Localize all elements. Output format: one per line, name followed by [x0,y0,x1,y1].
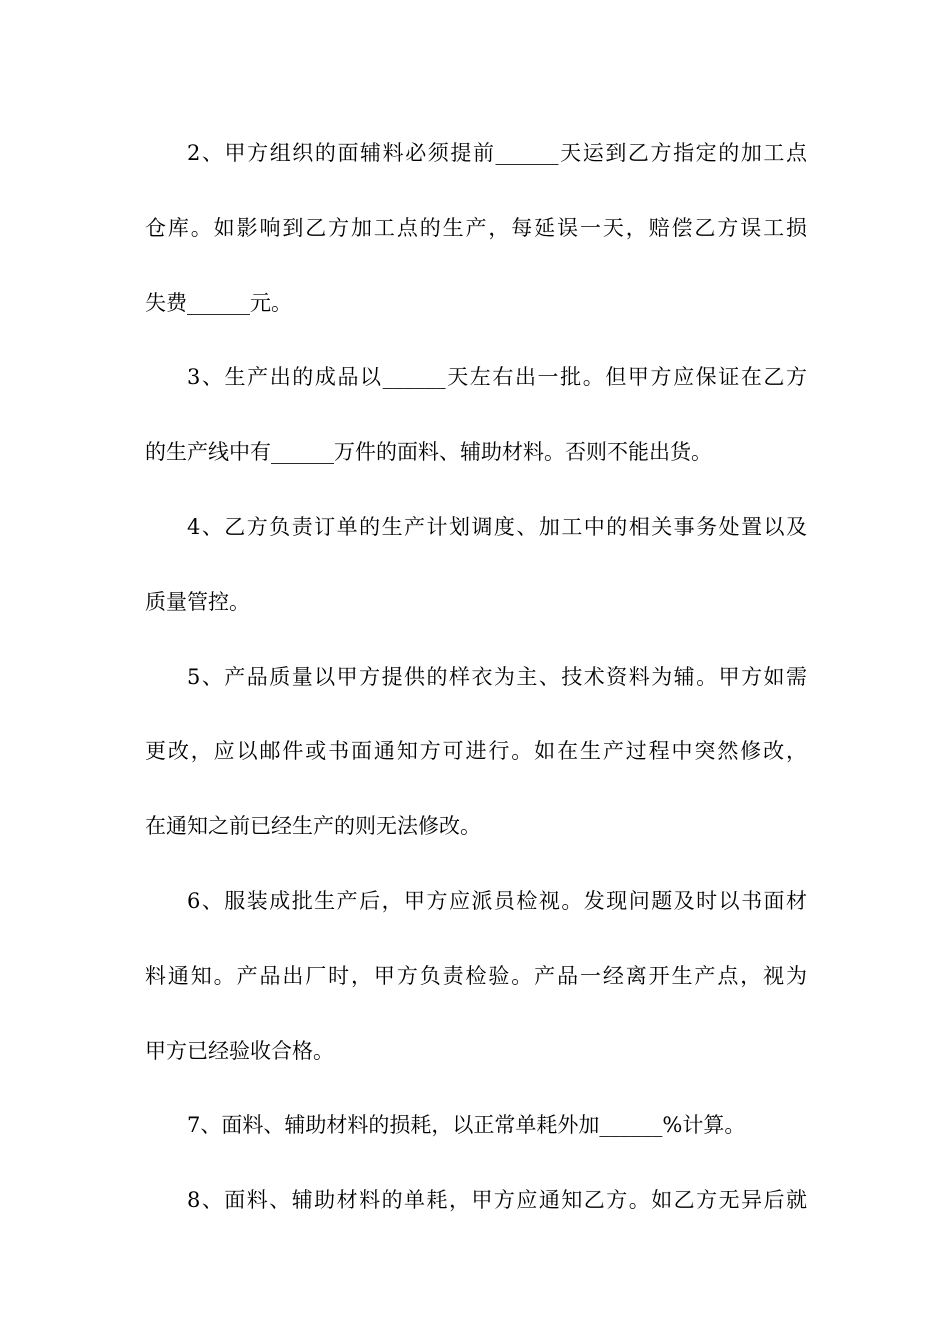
paragraph-5-line-2: 更改，应以邮件或书面通知方可进行。如在生产过程中突然修改， [145,739,807,764]
paragraph-7-line-1: 7、面料、辅助材料的损耗，以正常单耗外加______%计算。 [187,1113,746,1138]
paragraph-5-line-3: 在通知之前已经生产的则无法修改。 [145,814,481,839]
paragraph-4-line-1: 4、乙方负责订单的生产计划调度、加工中的相关事务处置以及 [187,514,807,539]
paragraph-5-line-1: 5、产品质量以甲方提供的样衣为主、技术资料为辅。甲方如需 [187,664,807,689]
paragraph-2-line-2: 仓库。如影响到乙方加工点的生产，每延误一天，赔偿乙方误工损 [145,215,807,240]
paragraph-6-line-2: 料通知。产品出厂时，甲方负责检验。产品一经离开生产点，视为 [145,963,807,988]
paragraph-8-line-1: 8、面料、辅助材料的单耗，甲方应通知乙方。如乙方无异后就 [187,1188,807,1213]
paragraph-3-line-2: 的生产线中有______万件的面料、辅助材料。否则不能出货。 [145,440,712,465]
document-body [145,133,807,1220]
paragraph-4-line-2: 质量管控。 [145,589,250,614]
paragraph-6-line-3: 甲方已经验收合格。 [145,1038,334,1063]
paragraph-2-line-1: 2、甲方组织的面辅料必须提前______天运到乙方指定的加工点 [187,141,807,165]
paragraph-3-line-1: 3、生产出的成品以______天左右出一批。但甲方应保证在乙方 [187,365,807,390]
paragraph-2-line-3: 失费______元。 [145,290,292,315]
paragraph-6-line-1: 6、服装成批生产后，甲方应派员检视。发现问题及时以书面材 [187,888,807,913]
